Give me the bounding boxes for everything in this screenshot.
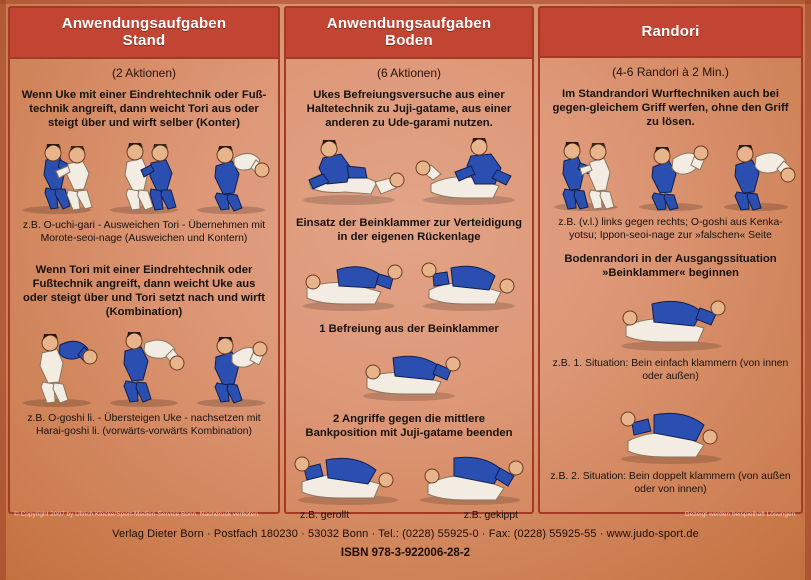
column-stand-header — [10, 8, 278, 59]
column-boden-task3-text: 1 Befreiung aus der Beinklammer — [319, 323, 499, 335]
column-randori-task2-caption: z.B. 1. Situation: Bein einfach klammern (von innen oder außen) — [552, 358, 789, 382]
figure-row-randori-2 — [540, 282, 801, 354]
column-boden — [284, 6, 534, 521]
judo-figure-pair — [16, 325, 98, 407]
figure-row-boden-4 — [286, 442, 532, 508]
solutions-note: Gezeigt werden beispielhaft Lösungen. — [684, 510, 797, 518]
judo-figure-pair — [190, 136, 272, 214]
column-stand-task1-caption: z.B. O-uchi-gari - Ausweichen Tori - Übernehmen mit Morote-seoi-nage (Ausweichen und Kontern) — [22, 220, 266, 244]
judo-figure-pair — [103, 136, 185, 214]
judo-groundwork-figure — [413, 250, 525, 312]
figure-row-boden-1 — [286, 132, 532, 208]
judo-figure-pair — [546, 135, 626, 211]
column-randori-task2-text: Bodenrandori in der Ausgangssituation »Beinklammer« beginnen — [564, 253, 777, 279]
figure-row-stand-1 — [10, 132, 278, 216]
column-boden-task2-text: Einsatz der Beinklammer zur Verteidigung in der eigenen Rückenlage — [296, 217, 522, 243]
column-randori-count: (4-6 Randori à 2 Min.) — [612, 65, 729, 79]
copyright-text: © Copyright 2007 by Ullrich Klocke/Sport-Medien-Service Bonn. Nachdruck verboten. — [14, 510, 260, 518]
column-boden-count: (6 Aktionen) — [376, 66, 442, 80]
judo-groundwork-figure — [353, 342, 465, 402]
figure-row-boden-2 — [286, 246, 532, 314]
column-stand-task1-text: Wenn Uke mit einer Eindrehtechnik oder Fuß-technik angreift, dann weicht Tori aus oder steigt über und wirft selber (Konter) — [21, 89, 267, 129]
figure-row-stand-2 — [10, 321, 278, 409]
isbn-line: ISBN 978-3-922006-28-2 — [340, 547, 471, 559]
judo-groundwork-figure — [413, 136, 525, 206]
column-stand-count: (2 Aktionen) — [111, 66, 177, 80]
column-stand-task2-caption: z.B. O-goshi li. - Übersteigen Uke - nachsetzen mit Harai-goshi li. (vorwärts-vorwärts Kombination) — [27, 413, 261, 437]
column-boden-title-line1: Anwendungsaufgaben — [326, 15, 492, 32]
columns-container — [8, 6, 803, 521]
judo-groundwork-figure — [293, 250, 405, 312]
caption-gerollt: z.B. gerollt — [300, 510, 350, 521]
judo-figure-pair — [16, 136, 98, 214]
judo-figure-pair — [103, 325, 185, 407]
page-edge-right — [805, 0, 811, 580]
column-boden-title-line2: Boden — [385, 32, 433, 49]
judo-groundwork-figure — [612, 399, 730, 465]
caption-gekippt: z.B. gekippt — [463, 510, 518, 521]
judo-figure-pair — [190, 325, 272, 407]
figure-row-randori-3 — [540, 385, 801, 467]
judo-figure-pair — [716, 135, 796, 211]
judo-groundwork-figure — [290, 444, 406, 506]
judo-groundwork-figure — [412, 444, 528, 506]
imprint-block — [0, 528, 811, 559]
column-boden-header — [286, 8, 532, 59]
column-randori-title-line1: Randori — [641, 23, 700, 40]
column-stand — [8, 6, 280, 514]
judo-groundwork-figure — [612, 286, 730, 352]
judo-figure-pair — [631, 135, 711, 211]
publisher-line: Verlag Dieter Born · Postfach 180230 · 53032 Bonn · Tel.: (0228) 55925-0 · Fax: (0228) 55925-55 · www.judo-sport.de — [112, 528, 699, 540]
column-randori-header — [540, 8, 801, 58]
column-randori-task1-text: Im Standrandori Wurftechniken auch bei gegen-gleichem Griff werfen, ohne den Griff zu lösen. — [552, 88, 789, 128]
column-stand-task2-text: Wenn Tori mit einer Eindrehtechnik oder Fußtechnik angreift, dann weicht Uke aus oder steigt über und Tori setzt nach und wirft (Kombination) — [22, 264, 266, 318]
column-stand-title-line2: Stand — [122, 32, 166, 49]
column-randori — [538, 6, 803, 514]
page-edge-left — [0, 0, 6, 580]
footer-strip — [8, 508, 803, 520]
column-boden-task1-text: Ukes Befreiungsversuche aus einer Haltetechnik zu Juji-gatame, aus einer anderen zu Ude-garami nutzen. — [306, 89, 512, 129]
column-boden-task4-text: 2 Angriffe gegen die mittlere Bankposition mit Juji-gatame beenden — [305, 413, 513, 439]
column-stand-title-line1: Anwendungsaufgaben — [61, 15, 227, 32]
figure-row-boden-3 — [286, 338, 532, 404]
judo-groundwork-figure — [293, 136, 405, 206]
column-randori-task1-caption: z.B. (v.l.) links gegen rechts; O-goshi aus Kenka-yotsu; Ippon-seoi-nage zur »falschen« Seite — [558, 217, 783, 241]
page-edge-top — [0, 0, 811, 4]
figure-row-randori-1 — [540, 131, 801, 213]
column-randori-task3-caption: z.B. 2. Situation: Bein doppelt klammern (von außen oder von innen) — [550, 471, 791, 495]
